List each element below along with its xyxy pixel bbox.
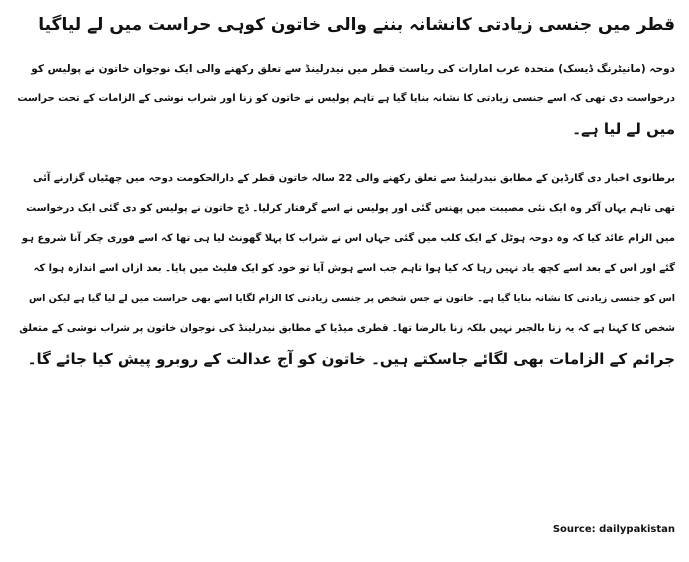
news-article <box>14 8 675 394</box>
paragraph-line: میں لے لیا ہے۔ <box>572 120 675 138</box>
paragraph-line: گئے اور اس کے بعد اسے کچھ یاد نہیں رہا کہ کیا ہوا تاہم جب اسے ہوش آیا تو خود کو ایک فلیٹ میں پایا۔ بعد ازاں اسے اندازہ ہوا کہ <box>33 263 675 274</box>
paragraph-line: برطانوی اخبار دی گارڈین کے مطابق نیدرلینڈ سے تعلق رکھنے والی 22 سالہ خاتون قطر کے دارالحکومت دوحہ میں چھٹیاں گزارنے آئی <box>32 173 675 184</box>
article-paragraph-1 <box>14 54 675 144</box>
paragraph-line: تھی تاہم یہاں آکر وہ ایک نئی مصیبت میں پھنس گئی اور پولیس نے اسے گرفتار کرلیا۔ ڈچ خاتون نے پولیس کو دی گئی ایک درخواست <box>26 203 675 214</box>
source-credit: Source: dailypakistan <box>552 524 675 535</box>
paragraph-line: دوحہ (مانیٹرنگ ڈیسک) متحدہ عرب امارات کی ریاست قطر میں نیدرلینڈ سے تعلق رکھنے والی ایک نوجوان خاتون نے پولیس کو <box>31 63 675 75</box>
article-headline: قطر میں جنسی زیادتی کانشانہ بننے والی خاتون کوہی حراست میں لے لیاگیا <box>38 15 675 35</box>
paragraph-line: شخص کا کہنا ہے کہ یہ زنا بالجبر نہیں بلکہ زنا بالرضا تھا۔ قطری میڈیا کے مطابق نیدرلینڈ کی نوجوان خاتون پر شراب نوشی کے متعلق <box>19 323 675 334</box>
paragraph-line: اس کو جنسی زیادتی کا نشانہ بنایا گیا ہے۔ خاتون نے جس شخص پر جنسی زیادتی کا الزام لگایا اسے بھی حراست میں لے لیا گیا ہے لیکن اس <box>29 293 675 304</box>
article-paragraph-2 <box>14 164 675 374</box>
paragraph-line: درخواست دی تھی کہ اسے جنسی زیادتی کا نشانہ بنایا گیا ہے تاہم پولیس نے خاتون کو زنا اور شراب نوشی کے الزامات کے تحت حراست <box>17 93 675 104</box>
paragraph-line: میں الزام عائد کیا کہ وہ دوحہ ہوٹل کے ایک کلب میں گئی جہاں اس نے شراب کا پہلا گھونٹ لیا ہی تھا کہ اسے فوری چکر آنا شروع ہو <box>21 233 675 244</box>
paragraph-line: جرائم کے الزامات بھی لگائے جاسکتے ہیں۔ خاتون کو آج عدالت کے روبرو پیش کیا جائے گا۔ <box>27 350 675 368</box>
